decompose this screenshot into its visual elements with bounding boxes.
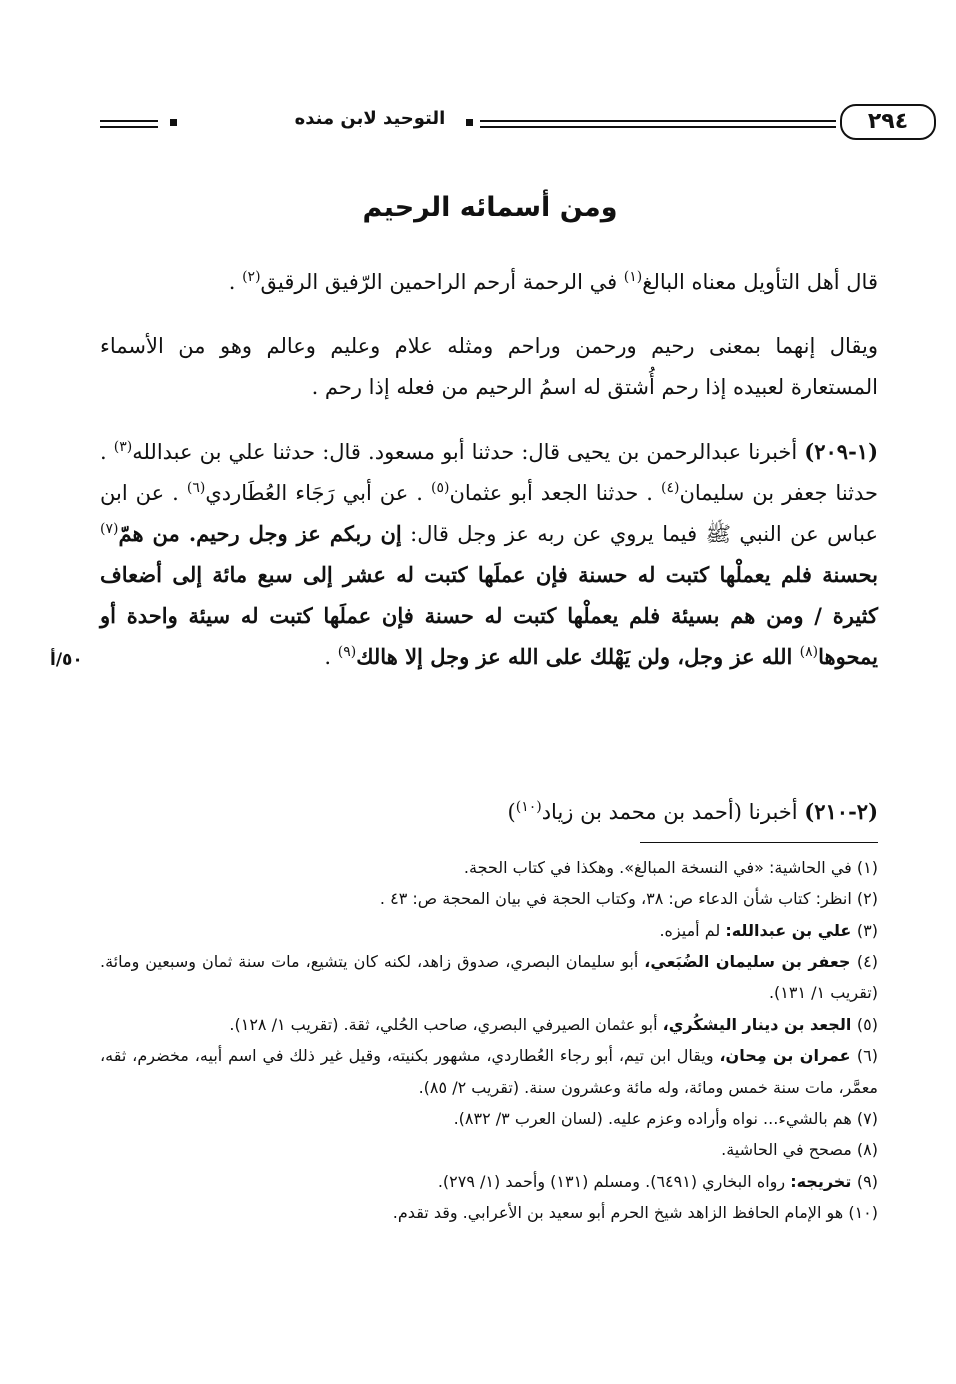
footnote-ref-8: (٨) bbox=[799, 643, 819, 660]
footnote-ref-1: (١) bbox=[623, 269, 643, 285]
footnote-ref-3: (٣) bbox=[113, 439, 133, 455]
footnote-3 bbox=[100, 915, 878, 946]
footnote-ref-9: (٩) bbox=[337, 643, 357, 660]
footnote-8 bbox=[100, 1134, 878, 1165]
footnote-number: (٢) bbox=[856, 889, 878, 909]
footnote-text: أبو عثمان الصيرفي البصري، صاحب الحُلي، ثقة. (تقريب ١/ ١٢٨). bbox=[229, 1014, 663, 1034]
footnote-9 bbox=[100, 1166, 878, 1197]
footnote-name: الجعد بن دينار اليشكُري، bbox=[662, 1014, 857, 1034]
p4-text-a: أخبرنا (أحمد بن محمد بن زياد bbox=[541, 800, 805, 824]
footnote-5 bbox=[100, 1009, 878, 1040]
footnote-ref-10: (١٠) bbox=[515, 799, 542, 815]
p3-text-a: أخبرنا عبدالرحمن بن يحيى قال: حدثنا أبو مسعود. قال: حدثنا علي بن عبدالله bbox=[132, 440, 805, 464]
header-rule-mid-1 bbox=[480, 120, 836, 122]
footnote-text: انظر: كتاب شأن الدعاء ص: ٣٨، وكتاب الحجة في بيان المحجة ص: ٤٣ . bbox=[379, 889, 857, 909]
footnote-text: مصحح في الحاشية. bbox=[721, 1140, 857, 1160]
hadith-number: (١-٢٠٩) bbox=[804, 439, 878, 464]
header-square-right bbox=[466, 119, 473, 126]
footnote-6 bbox=[100, 1040, 878, 1103]
p1-text-a: قال أهل التأويل معناه البالغ bbox=[642, 270, 878, 294]
footnote-number: (٩) bbox=[856, 1171, 878, 1191]
footnote-number: (٨) bbox=[856, 1140, 878, 1160]
footnote-number: (٧) bbox=[856, 1108, 878, 1128]
footnote-2 bbox=[100, 883, 878, 914]
header-rule-left-1 bbox=[100, 120, 158, 122]
hadith-matn-b: بحسنة فلم يعملْها كتبت له حسنة فإن عملَها كتبت له عشر إلى سبع مائة إلى أضعاف كثيرة / ومن هم بسيئة فلم يعملْها كتبت له حسنة فإن عملَها كتبت له سيئة واحدة أو يمحوها bbox=[100, 561, 878, 669]
book-title: التوحيد لابن منده bbox=[294, 108, 446, 129]
footnote-1 bbox=[100, 852, 878, 883]
hadith-matn-c: الله عز وجل، ولن يَهْلك على الله عز وجل إلا هالك bbox=[356, 643, 800, 669]
footnote-text: في الحاشية: «في النسخة المبالغ». وهكذا في كتاب الحجة. bbox=[463, 858, 857, 877]
footnote-separator bbox=[640, 842, 878, 843]
p1-text-b: في الرحمة أرحم الراحمين الرّفيق الرقيق bbox=[260, 270, 624, 294]
p3-text-d: . عن أبي رَجَاء العُطَاردي bbox=[205, 480, 431, 505]
footnote-number: (٥) bbox=[856, 1014, 878, 1034]
footnote-text: هم بالشيء... نواه وأراده وعزم عليه. (لسان العرب ٣/ ٨٣٢). bbox=[453, 1108, 857, 1128]
footnote-name: عمران بن مِحان، bbox=[719, 1046, 857, 1066]
paragraph-1 bbox=[100, 262, 878, 303]
header-square-left bbox=[170, 119, 177, 126]
p4-text-b: ) bbox=[507, 800, 516, 824]
p3-text-e: . عن ابن عباس عن النبي ﷺ فيما يروي عن ربه عز وجل قال: bbox=[100, 480, 878, 546]
footnote-number: (١٠) bbox=[848, 1202, 878, 1222]
footnote-text: هو الإمام الحافظ الزاهد شيخ الحرم أبو سعيد بن الأعرابي. وقد تقدم. bbox=[392, 1202, 849, 1222]
footnote-ref-4: (٤) bbox=[660, 479, 680, 496]
footnote-ref-2: (٢) bbox=[242, 269, 261, 285]
footnote-number: (٦) bbox=[856, 1046, 879, 1066]
footnote-text: رواه البخاري (٦٤٩١). ومسلم (١٣١) وأحمد (١/ ٢٧٩). bbox=[437, 1171, 791, 1191]
header-rule-mid-2 bbox=[480, 126, 836, 128]
hadith-number-210: (٢-٢١٠) bbox=[804, 799, 878, 824]
footnote-4 bbox=[100, 946, 878, 1009]
footnote-name: علي بن عبدالله: bbox=[725, 920, 857, 940]
footnote-ref-7: (٧) bbox=[100, 520, 119, 537]
footnote-text: ويقال ابن تيم، أبو رجاء العُطاردي، مشهور بكنيته، وقيل غير ذلك في اسم أبيه، مخضرم، ثقه، معمَّر، مات سنة خمس ومائة، وله مائة وعشرون سنة. (تقريب ٢/ ٨٥). bbox=[100, 1046, 878, 1097]
footnote-ref-6: (٦) bbox=[186, 479, 206, 496]
p3-text-f: . bbox=[324, 644, 338, 669]
footnote-ref-5: (٥) bbox=[430, 479, 450, 496]
footnote-10 bbox=[100, 1197, 878, 1228]
hadith-210 bbox=[100, 792, 878, 833]
page-header bbox=[100, 108, 909, 148]
footnote-name: جعفر بن سليمان الضُبَعي، bbox=[644, 952, 857, 972]
footnote-number: (٣) bbox=[856, 920, 878, 940]
footnote-number: (٤) bbox=[856, 952, 878, 972]
footnote-text: أبو سليمان البصري، صدوق زاهد، لكنه كان يتشيع، مات سنة ثمان وسبعين ومائة. (تقريب ١/ ١٣١). bbox=[100, 952, 878, 1003]
header-rule-left-2 bbox=[100, 126, 158, 128]
footnotes bbox=[100, 852, 878, 1228]
page-number: ٢٩٤ bbox=[840, 104, 936, 140]
manuscript-folio-ref: ٥٠/أ bbox=[50, 650, 83, 670]
footnote-7 bbox=[100, 1103, 878, 1134]
footnote-number: (١) bbox=[856, 858, 878, 877]
footnote-name: تخريجه: bbox=[790, 1171, 857, 1191]
hadith-209 bbox=[100, 432, 878, 678]
paragraph-2: ويقال إنهما بمعنى رحيم ورحمن وراحم ومثله علام وعليم وعالم وهو من الأسماء المستعارة لعبيده إذا رحم أُشتق له اسمُ الرحيم من فعله إذا رحم . bbox=[100, 334, 878, 399]
p3-text-c: . حدثنا الجعد أبو عثمان bbox=[449, 480, 661, 505]
p3-text-b: . حدثنا جعفر بن سليمان bbox=[100, 440, 878, 505]
p1-text-c: . bbox=[228, 270, 243, 294]
footnote-text: لم أميزه. bbox=[659, 920, 726, 940]
hadith-matn-a: إن ربكم عز وجل رحيم. من همّ bbox=[118, 520, 402, 546]
section-title: ومن أسمائه الرحيم bbox=[362, 192, 618, 223]
